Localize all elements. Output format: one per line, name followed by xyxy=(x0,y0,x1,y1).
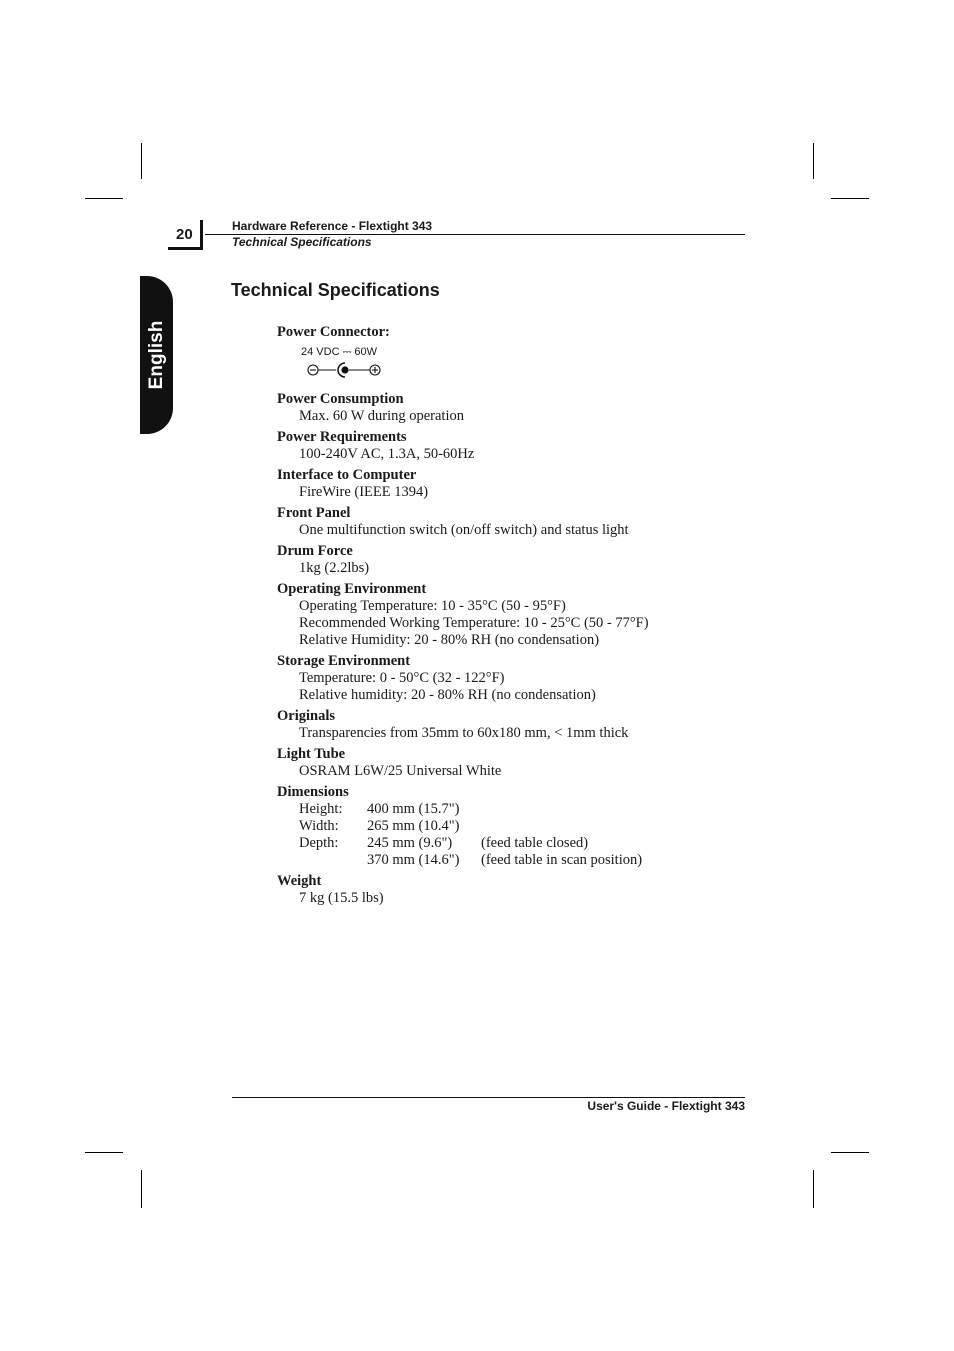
dimension-name xyxy=(299,852,367,869)
spec-value: Transparencies from 35mm to 60x180 mm, < 1mm thick xyxy=(299,725,629,741)
crop-mark-top-left-h xyxy=(85,198,123,199)
spec-power-requirements xyxy=(277,429,747,463)
dc-polarity-icon xyxy=(307,361,383,379)
spec-value: 100-240V AC, 1.3A, 50-60Hz xyxy=(299,446,475,462)
dimension-value: 370 mm (14.6") xyxy=(367,852,460,868)
spec-label: Dimensions xyxy=(277,784,349,800)
spec-value: Recommended Working Temperature: 10 - 25°C (50 - 77°F) xyxy=(299,615,649,631)
spec-originals xyxy=(277,708,747,742)
spec-label: Weight xyxy=(277,873,322,889)
spec-label: Power Connector: xyxy=(277,324,390,340)
power-connector-figure xyxy=(277,341,747,387)
dimension-note: (feed table closed) xyxy=(481,835,589,851)
spec-dimensions xyxy=(277,784,747,869)
spec-value: 1kg (2.2lbs) xyxy=(299,560,370,576)
footer-text: User's Guide - Flextight 343 xyxy=(587,1099,745,1113)
spec-label: Front Panel xyxy=(277,505,351,521)
power-connector-rating: 24 VDC ⎓ 60W xyxy=(301,346,378,358)
spec-label: Originals xyxy=(277,708,336,724)
crop-mark-bottom-left-h xyxy=(85,1152,123,1153)
header-subtitle: Technical Specifications xyxy=(232,235,372,249)
dimension-value: 400 mm (15.7") xyxy=(367,801,460,817)
spec-label: Drum Force xyxy=(277,543,353,559)
dimension-name: Depth: xyxy=(299,835,339,851)
dimension-name: Height: xyxy=(299,801,343,817)
spec-value: Relative Humidity: 20 - 80% RH (no condensation) xyxy=(299,632,600,648)
spec-value: Relative humidity: 20 - 80% RH (no condensation) xyxy=(299,687,596,703)
dimension-value: 245 mm (9.6") xyxy=(367,835,453,851)
dimension-row xyxy=(277,801,747,818)
crop-mark-bottom-right-h xyxy=(831,1152,869,1153)
spec-label: Storage Environment xyxy=(277,653,411,669)
spec-label: Light Tube xyxy=(277,746,346,762)
dimension-value: 265 mm (10.4") xyxy=(367,818,460,834)
dimension-row xyxy=(277,852,747,869)
spec-interface xyxy=(277,467,747,501)
spec-label: Power Consumption xyxy=(277,391,404,407)
header-title: Hardware Reference - Flextight 343 xyxy=(232,219,433,233)
spec-weight xyxy=(277,873,747,907)
spec-label: Interface to Computer xyxy=(277,467,417,483)
dimension-note: (feed table in scan position) xyxy=(481,852,643,868)
footer-rule xyxy=(232,1097,745,1098)
spec-front-panel xyxy=(277,505,747,539)
spec-value: OSRAM L6W/25 Universal White xyxy=(299,763,502,779)
spec-light-tube xyxy=(277,746,747,780)
page-number: 20 xyxy=(176,226,193,243)
dimension-row xyxy=(277,835,747,852)
spec-drum-force xyxy=(277,543,747,577)
spec-value: One multifunction switch (on/off switch) and status light xyxy=(299,522,629,538)
spec-value: Temperature: 0 - 50°C (32 - 122°F) xyxy=(299,670,505,686)
spec-label: Operating Environment xyxy=(277,581,427,597)
crop-mark-top-right-v xyxy=(813,143,814,179)
spec-content xyxy=(277,324,747,911)
crop-mark-top-left-v xyxy=(141,143,142,179)
language-tab-label: English xyxy=(146,320,167,390)
spec-power-connector xyxy=(277,324,747,387)
dimension-name: Width: xyxy=(299,818,339,834)
crop-mark-bottom-right-v xyxy=(813,1170,814,1208)
dimension-row xyxy=(277,818,747,835)
spec-value: Operating Temperature: 10 - 35°C (50 - 95°F) xyxy=(299,598,566,614)
spec-storage-environment xyxy=(277,653,747,704)
spec-value: Max. 60 W during operation xyxy=(299,408,464,424)
crop-mark-top-right-h xyxy=(831,198,869,199)
crop-mark-bottom-left-v xyxy=(141,1170,142,1208)
spec-label: Power Requirements xyxy=(277,429,407,445)
spec-operating-environment xyxy=(277,581,747,649)
spec-value: FireWire (IEEE 1394) xyxy=(299,484,429,500)
section-title: Technical Specifications xyxy=(231,280,440,300)
spec-value: 7 kg (15.5 lbs) xyxy=(299,890,384,906)
spec-power-consumption xyxy=(277,391,747,425)
